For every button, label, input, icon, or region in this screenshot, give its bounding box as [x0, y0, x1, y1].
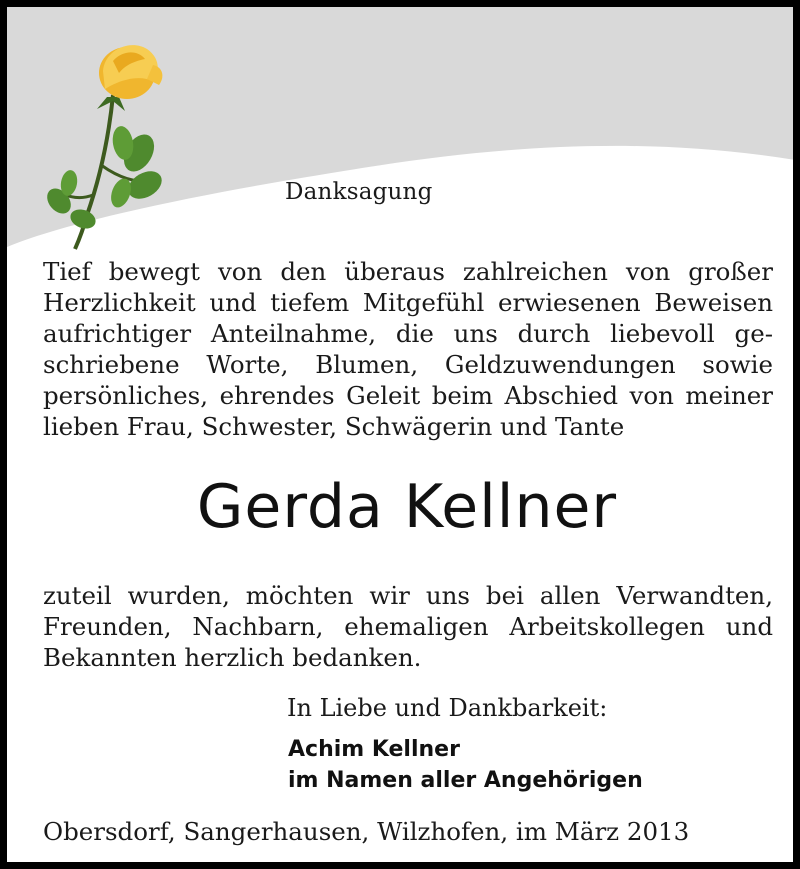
- paragraph-line: Bekannten herzlich bedanken.: [43, 643, 422, 672]
- paragraph-line: Herzlichkeit und tiefem Mitgefühl erwiesenen Beweisen: [43, 288, 773, 317]
- paragraph-line: Freunden, Nachbarn, ehemaligen Arbeitskollegen und: [43, 612, 773, 641]
- paragraph-thanks: [43, 580, 773, 673]
- paragraph-line: aufrichtiger Anteilnahme, die uns durch liebevoll ge-: [43, 319, 773, 348]
- paragraph-line: persönliches, ehrendes Geleit beim Abschied von meiner: [43, 381, 773, 410]
- paragraph-line: lieben Frau, Schwester, Schwägerin und Tante: [43, 412, 625, 441]
- signature-name: Achim Kellner: [288, 737, 460, 762]
- place-date: Obersdorf, Sangerhausen, Wilzhofen, im März 2013: [43, 817, 690, 846]
- paragraph-line: schriebene Worte, Blumen, Geldzuwendungen sowie: [43, 350, 773, 379]
- paragraph-line: zuteil wurden, möchten wir uns bei allen Verwandten,: [43, 581, 773, 610]
- paragraph-line: Tief bewegt von den überaus zahlreichen von großer: [43, 257, 773, 286]
- closing-phrase: In Liebe und Dankbarkeit:: [287, 694, 608, 722]
- signature-family: im Namen aller Angehörigen: [288, 768, 643, 793]
- deceased-name: Gerda Kellner: [196, 472, 618, 542]
- paragraph-intro: [43, 256, 773, 442]
- rose-icon: [35, 35, 175, 255]
- notice-title: Danksagung: [285, 179, 433, 205]
